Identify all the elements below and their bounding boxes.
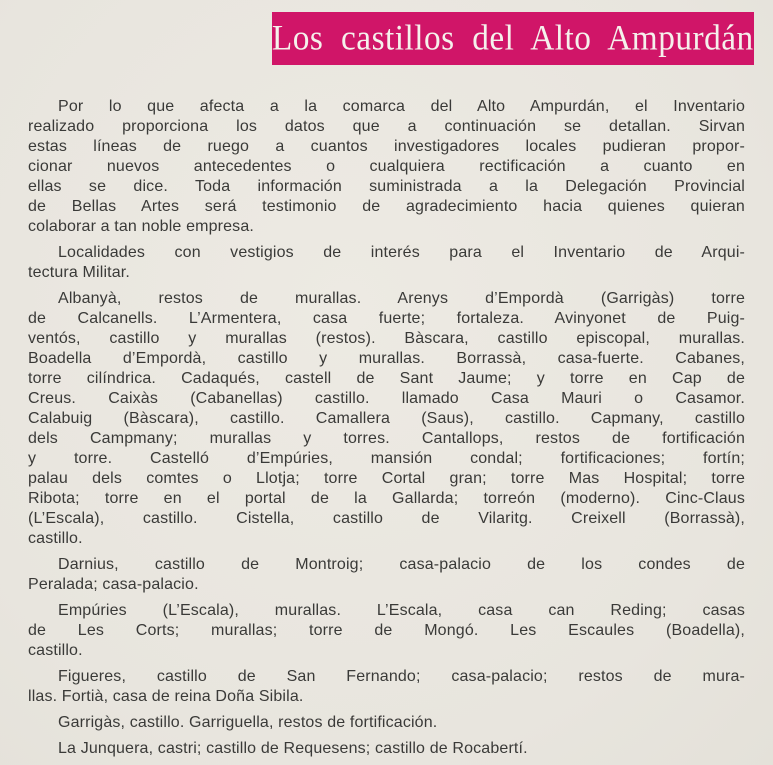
paragraph — [28, 713, 745, 733]
text-line: Ribota; torre en el portal de la Gallarda; torreón (moderno). Cinc-Claus — [28, 490, 745, 507]
paragraph — [28, 739, 745, 759]
text-line: Garrigàs, castillo. Garriguella, restos de fortificación. — [58, 714, 438, 731]
page-title: Los castillos del Alto Ampurdán — [272, 18, 754, 58]
text-line: castillo. — [28, 642, 83, 659]
paragraph — [28, 289, 745, 549]
text-line: Empúries (L’Escala), murallas. L’Escala, casa can Reding; casas — [58, 602, 745, 619]
text-line: de Calcanells. L’Armentera, casa fuerte; fortaleza. Avinyonet de Puig- — [28, 310, 745, 327]
paragraph — [28, 555, 745, 595]
text-line: de Les Corts; murallas; torre de Mongó. Les Escaules (Boadella), — [28, 622, 745, 639]
text-line: Calabuig (Bàscara), castillo. Camallera (Saus), castillo. Capmany, castillo — [28, 410, 745, 427]
text-line: tectura Militar. — [28, 264, 130, 281]
text-line: Peralada; casa-palacio. — [28, 576, 199, 593]
text-line: torre cilíndrica. Cadaqués, castell de Sant Jaume; y torre en Cap de — [28, 370, 745, 387]
text-line: Darnius, castillo de Montroig; casa-palacio de los condes de — [58, 556, 745, 573]
text-line: Albanyà, restos de murallas. Arenys d’Empordà (Garrigàs) torre — [58, 290, 745, 307]
text-line: Por lo que afecta a la comarca del Alto Ampurdán, el Inventario — [58, 98, 745, 115]
text-line: Creus. Caixàs (Cabanellas) castillo. llamado Casa Mauri o Casamor. — [28, 390, 745, 407]
text-line: de Bellas Artes será testimonio de agradecimiento hacia quienes quieran — [28, 198, 745, 215]
paragraph — [28, 601, 745, 661]
text-line: ellas se dice. Toda información suministrada a la Delegación Provincial — [28, 178, 745, 195]
paragraph — [28, 243, 745, 283]
paragraph — [28, 97, 745, 237]
text-line: llas. Fortià, casa de reina Doña Sibila. — [28, 688, 304, 705]
text-line: Localidades con vestigios de interés para el Inventario de Arqui- — [58, 244, 745, 261]
paragraph — [28, 667, 745, 707]
text-line: cionar nuevos antecedentes o cualquiera rectificación a cuanto en — [28, 158, 745, 175]
title-banner — [272, 12, 754, 65]
text-line: estas líneas de ruego a cuantos investigadores locales pudieran propor- — [28, 138, 745, 155]
text-line: castillo. — [28, 530, 83, 547]
text-line: La Junquera, castri; castillo de Requesens; castillo de Rocabertí. — [58, 740, 528, 757]
text-content — [28, 97, 745, 759]
text-line: dels Campmany; murallas y torres. Cantallops, restos de fortificación — [28, 430, 745, 447]
text-line: Boadella d’Empordà, castillo y murallas. Borrassà, casa-fuerte. Cabanes, — [28, 350, 745, 367]
text-line: colaborar a tan noble empresa. — [28, 218, 254, 235]
text-line: ventós, castillo y murallas (restos). Bàscara, castillo episcopal, murallas. — [28, 330, 745, 347]
text-line: y torre. Castelló d’Empúries, mansión condal; fortificaciones; fortín; — [28, 450, 745, 467]
text-line: Figueres, castillo de San Fernando; casa-palacio; restos de mura- — [58, 668, 745, 685]
text-line: realizado proporciona los datos que a continuación se detallan. Sirvan — [28, 118, 745, 135]
text-line: palau dels comtes o Llotja; torre Cortal gran; torre Mas Hospital; torre — [28, 470, 745, 487]
text-line: (L’Escala), castillo. Cistella, castillo de Vilaritg. Creixell (Borrassà), — [28, 510, 745, 527]
